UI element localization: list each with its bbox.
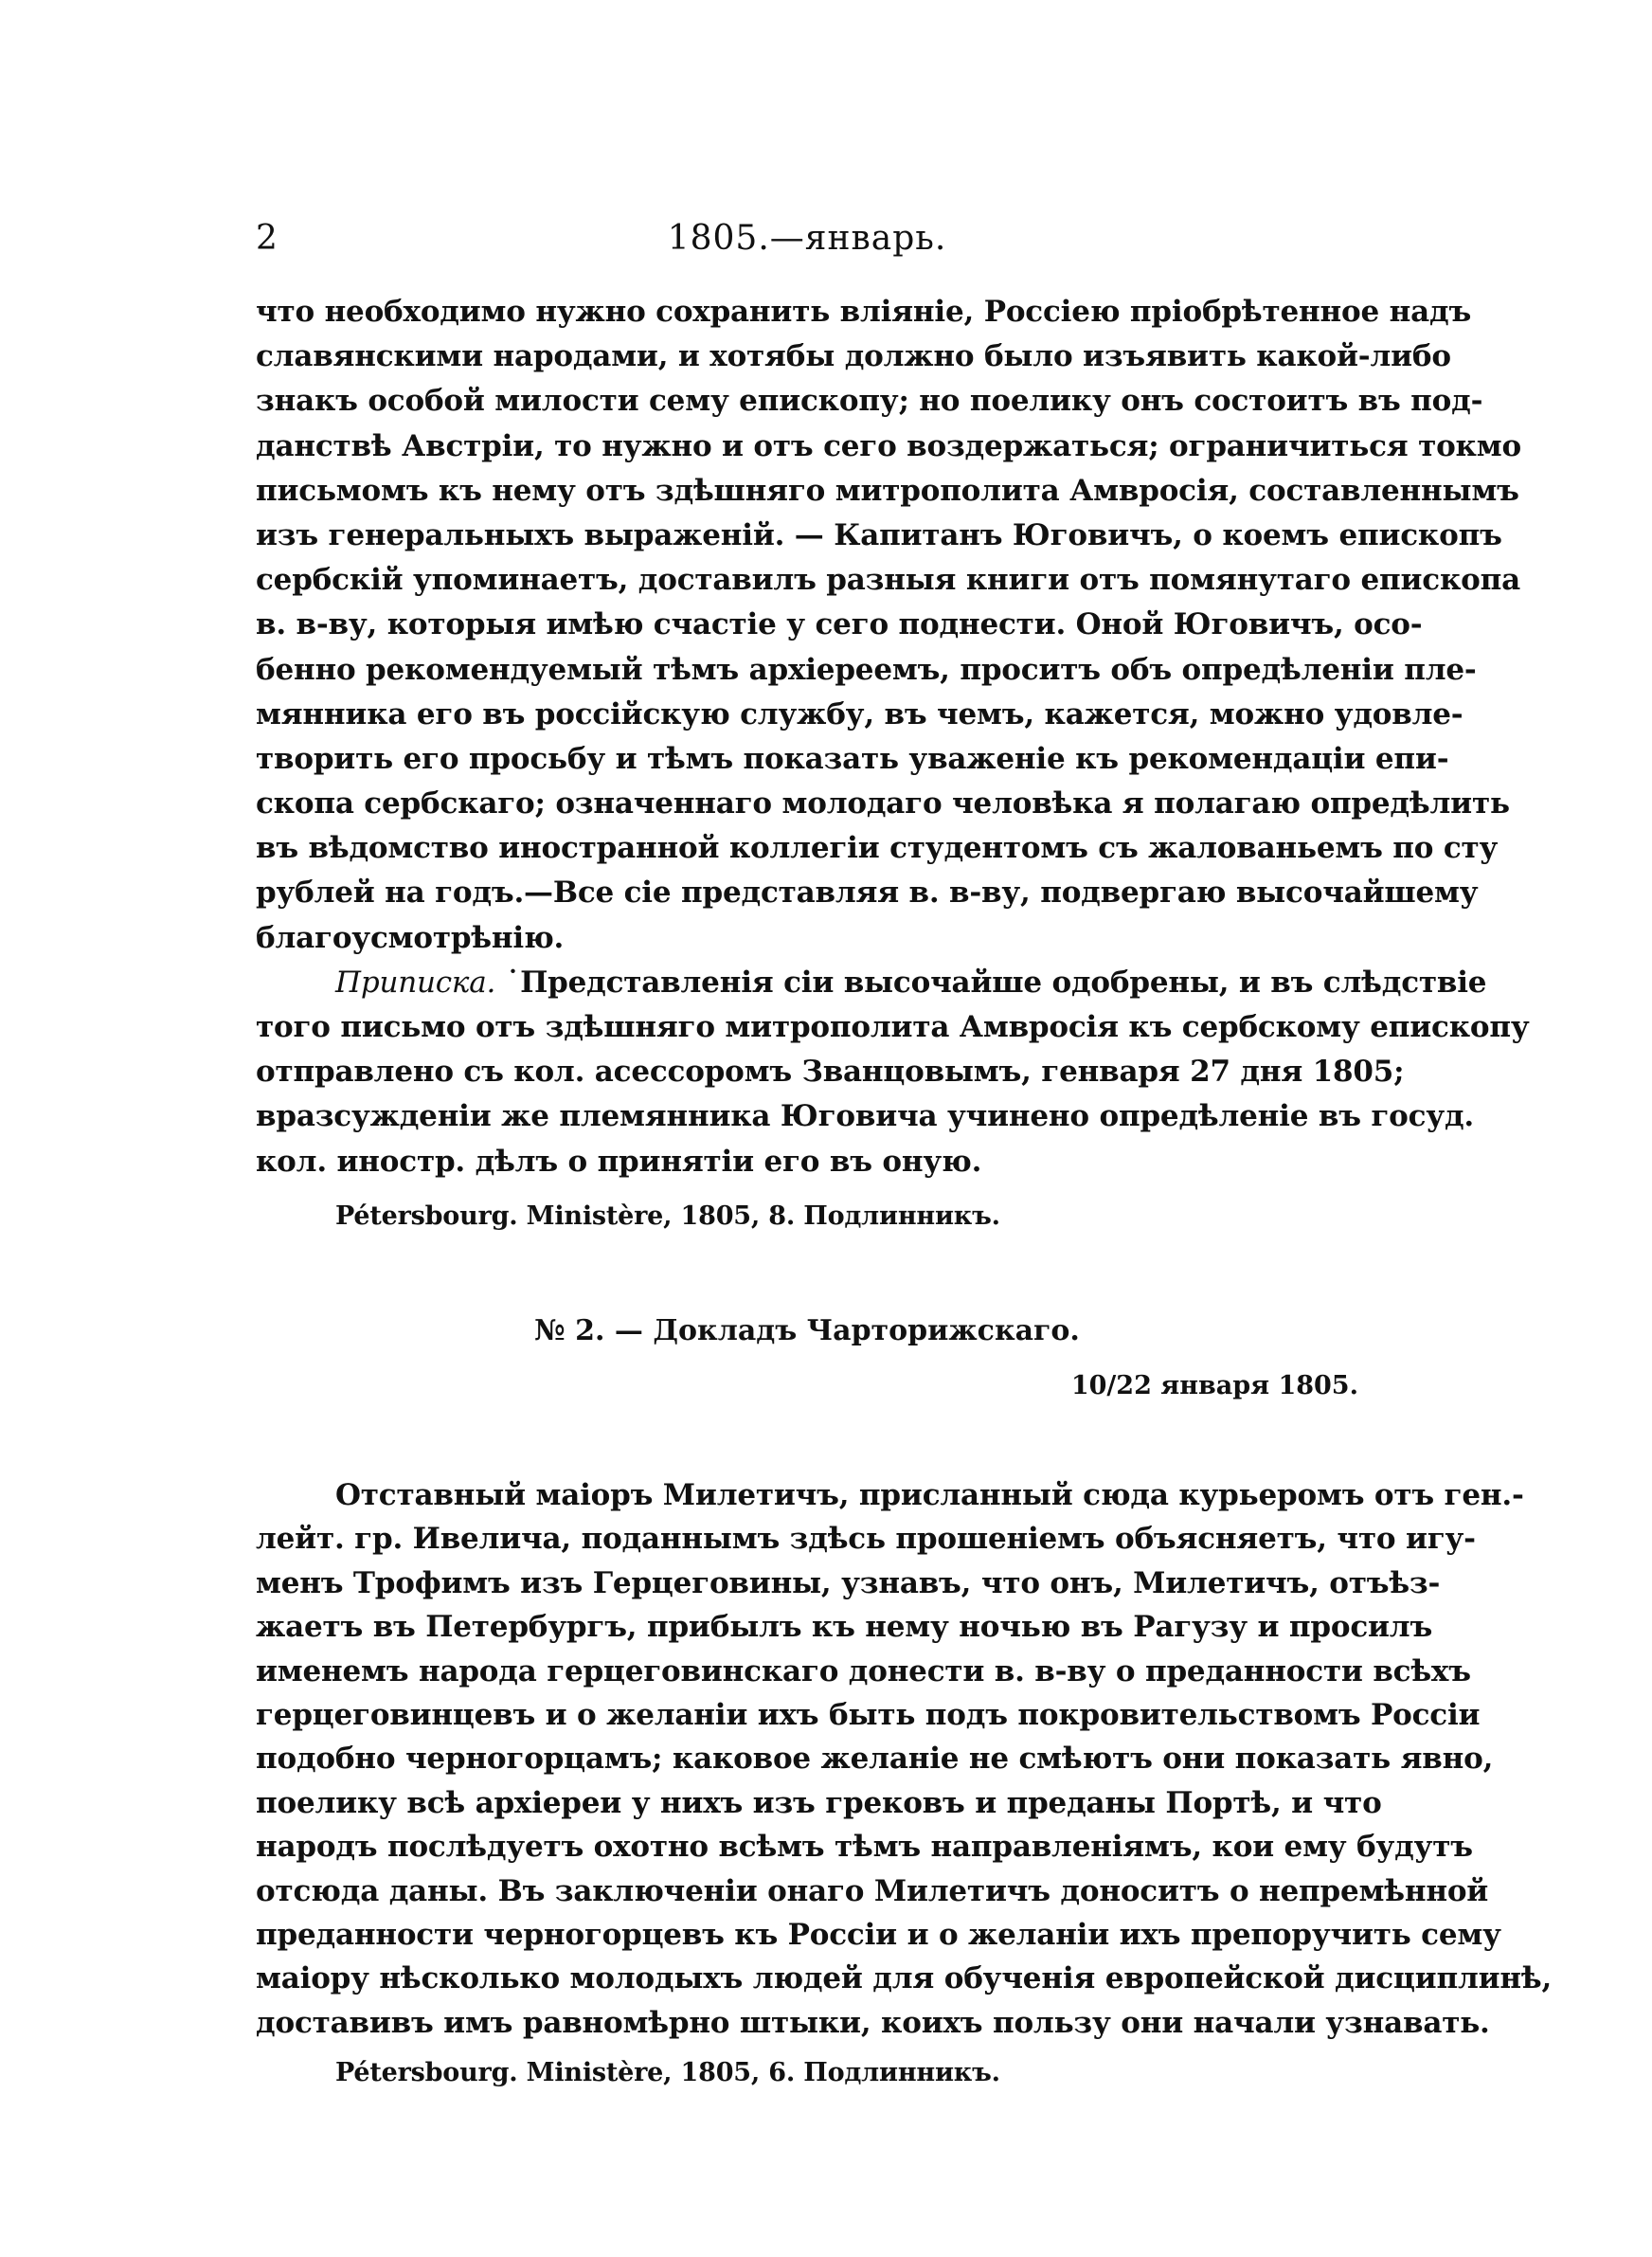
text-line: что необходимо нужно сохранить вліяніе, Россіею пріобрѣтенное надъ [256,295,1472,329]
page-number: 2 [256,219,278,258]
text-line: бенно рекомендуемый тѣмъ архіереемъ, проситъ объ опредѣленіи пле- [256,652,1477,687]
text-line: въ вѣдомство иностранной коллегіи студентомъ съ жалованьемъ по сту [256,831,1499,866]
postscript-label: Приписка. [335,965,496,1000]
running-title: 1805.—январь. [667,219,947,258]
document-1-body [256,290,1530,1184]
text-line: письмомъ къ нему отъ здѣшняго митрополита Амвросія, составленнымъ [256,473,1519,508]
text-line: народъ послѣдуетъ охотно всѣмъ тѣмъ направленіямъ, кои ему будутъ [256,1830,1473,1865]
text-line: вразсужденіи же племянника Юговича учинено опредѣленіе въ госуд. [256,1099,1475,1134]
text-line: славянскими народами, и хотябы должно было изъявить какой-либо [256,339,1451,374]
source-citation: Pétersbourg. Ministère, 1805, 8. Подлинникъ. [335,1201,1000,1231]
text-line: поелику всѣ архіереи у нихъ изъ грековъ и преданы Портѣ, и что [256,1785,1382,1820]
text-line: благоусмотрѣнію. [256,920,565,955]
text-line: данствѣ Австріи, то нужно и отъ сего воздержаться; ограничиться токмо [256,428,1521,463]
text-line: в. в-ву, которыя имѣю счастіе у сего поднести. Оной Юговичъ, осо- [256,607,1423,642]
text-line: доставивъ имъ равномѣрно штыки, коихъ пользу они начали узнавать. [256,2005,1490,2040]
postscript-text: ˙Представленія сіи высочайше одобрены, и въ слѣдствіе [495,965,1487,1000]
text-line: сербскій упоминаетъ, доставилъ разныя книги отъ помянутаго епископа [256,563,1520,598]
text-line: изъ генеральныхъ выраженій. — Капитанъ Юговичъ, о коемъ епископъ [256,517,1502,552]
text-line: знакъ особой милости сему епископу; но поелику онъ состоитъ въ под- [256,384,1483,419]
text-line: кол. иностр. дѣлъ о принятіи его въ оную. [256,1144,982,1179]
text-line: мянника его въ россійскую службу, въ чемъ, кажется, можно удовле- [256,696,1463,731]
text-line: скопа сербскаго; означеннаго молодаго человѣка я полагаю опредѣлить [256,786,1510,822]
document-date: 10/22 января 1805. [1070,1371,1358,1400]
text-line: преданности черногорцевъ къ Россіи и о желаніи ихъ препоручить сему [256,1917,1501,1952]
text-line: именемъ народа герцеговинскаго донести в. в-ву о преданности всѣхъ [256,1653,1471,1688]
document-title: № 2. — Докладъ Чарторижскаго. [534,1314,1080,1347]
source-citation: Pétersbourg. Ministère, 1805, 6. Подлинникъ. [335,2058,1000,2087]
text-line: отсюда даны. Въ заключеніи онаго Милетичъ доноситъ о непремѣнной [256,1873,1489,1908]
text-line: менъ Трофимъ изъ Герцеговины, узнавъ, что онъ, Милетичъ, отъѣз- [256,1565,1441,1600]
text-line: творить его просьбу и тѣмъ показать уваженіе къ рекомендаціи епи- [256,741,1449,776]
document-2-body [256,1473,1553,2045]
text-line: рублей на годъ.—Все сіе представляя в. в-ву, подвергаю высочайшему [256,876,1479,911]
text-line: лейт. гр. Ивелича, поданнымъ здѣсь прошеніемъ объясняетъ, что игу- [256,1522,1476,1557]
text-line: того письмо отъ здѣшняго митрополита Амвросія къ сербскому епископу [256,1010,1530,1044]
page-header [256,218,1358,260]
text-line: жаетъ въ Петербургъ, прибылъ къ нему ночью въ Рагузу и просилъ [256,1610,1433,1645]
text-line: Отставный маіоръ Милетичъ, присланный сюда курьеромъ отъ ген.- [335,1478,1524,1512]
postscript-line [256,961,1487,1005]
text-line: маіору нѣсколько молодыхъ людей для обученія европейской дисциплинѣ, [256,1961,1553,1996]
text-line: герцеговинцевъ и о желаніи ихъ быть подъ покровительствомъ Россіи [256,1697,1481,1732]
text-line: подобно черногорцамъ; каковое желаніе не смѣютъ они показать явно, [256,1742,1494,1777]
text-line: отправлено съ кол. асессоромъ Званцовымъ, генваря 27 дня 1805; [256,1055,1405,1090]
